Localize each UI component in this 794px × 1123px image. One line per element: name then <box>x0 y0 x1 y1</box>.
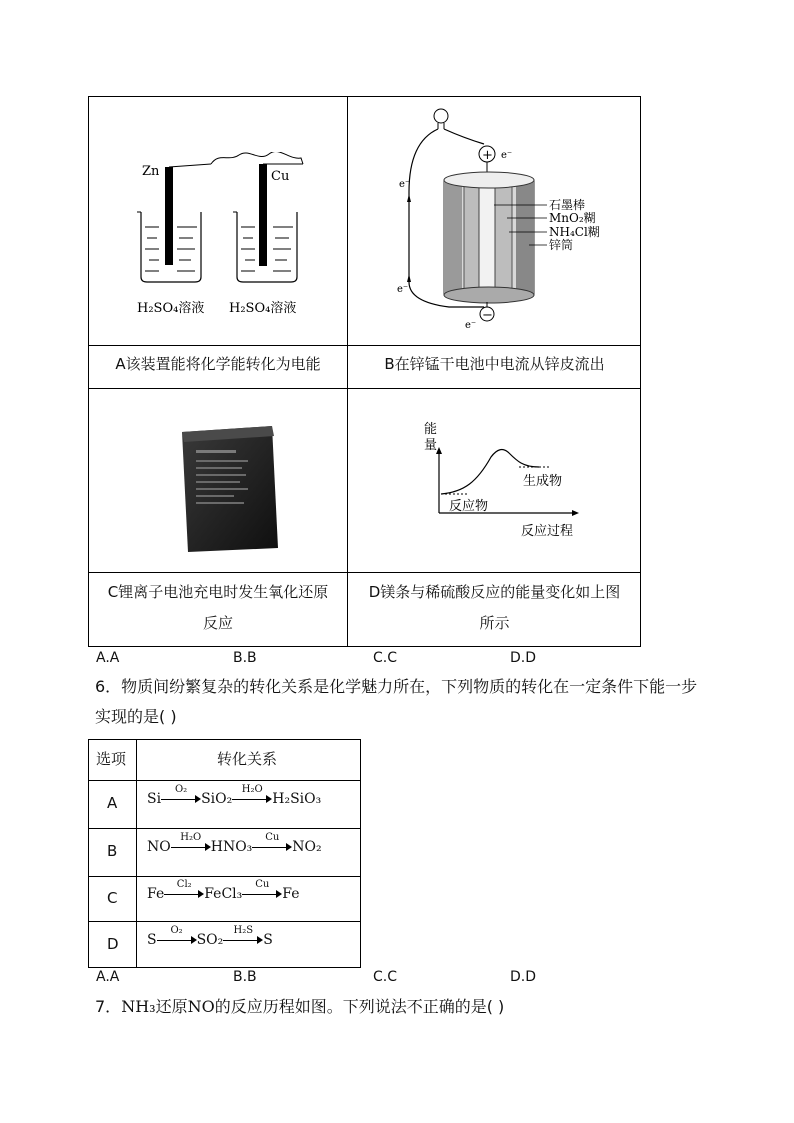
option-a[interactable]: A.A <box>96 969 120 985</box>
xlabel-progress: 反应过程 <box>521 524 574 539</box>
substance: Fe <box>282 885 300 902</box>
substance: S <box>263 931 273 948</box>
dry-cell-figure <box>389 102 639 342</box>
substance: SO₂ <box>196 931 224 948</box>
reaction-arrow <box>161 784 201 808</box>
conversion-formula <box>147 924 273 949</box>
right-solution-label: H₂SO₄溶液 <box>229 301 297 316</box>
reaction-arrow <box>164 878 204 903</box>
condition-label: H₂O <box>180 832 202 843</box>
no-formula: NO <box>187 997 215 1016</box>
zn-label: Zn <box>142 164 160 179</box>
row-option-label: D <box>107 934 119 953</box>
condition-label: Cu <box>255 878 270 890</box>
option-c[interactable]: C.C <box>373 969 398 985</box>
zn-electrode <box>165 167 173 265</box>
graphite-rod <box>479 174 495 292</box>
reactant-label: 反应物 <box>449 499 489 514</box>
caption-a: A该装置能将化学能转化为电能 <box>115 355 321 373</box>
mno2-label: MnO₂糊 <box>549 211 596 225</box>
ylabel-energy: 量 <box>424 438 438 453</box>
reaction-arrow <box>171 832 211 856</box>
option-b[interactable]: B.B <box>233 969 257 985</box>
energy-diagram <box>419 417 609 567</box>
caption-c-line2: 反应 <box>202 614 233 632</box>
ylabel-energy: 能 <box>424 422 438 437</box>
left-solution-label: H₂SO₄溶液 <box>137 301 205 316</box>
option-d[interactable]: D.D <box>510 969 537 985</box>
row-option-label: A <box>107 794 118 812</box>
galvanic-cell-figure <box>129 152 329 342</box>
table-divider <box>89 388 640 389</box>
q6-stem-line2: 实现的是( ) <box>95 707 177 726</box>
conversion-table <box>88 739 361 968</box>
reaction-arrow <box>252 832 292 856</box>
caption-d-line2: 所示 <box>479 614 510 632</box>
conversion-formula <box>147 784 322 808</box>
condition-label: H₂O <box>241 784 263 795</box>
nh4cl-label: NH₄Cl糊 <box>549 225 600 239</box>
nh3-formula: NH₃ <box>121 997 156 1016</box>
condition-label: O₂ <box>174 784 188 795</box>
substance: Fe <box>147 885 165 902</box>
substance: HNO₃ <box>210 839 253 855</box>
figure-table <box>88 96 641 647</box>
electron-label: e⁻ <box>465 320 477 331</box>
condition-label: Cu <box>265 832 280 843</box>
cu-electrode <box>259 164 267 266</box>
svg-text:−: − <box>482 308 493 323</box>
svg-text:+: + <box>482 148 493 163</box>
row-option-label: C <box>107 888 118 907</box>
caption-c-line1: C锂离子电池充电时发生氧化还原 <box>107 583 329 601</box>
header-option: 选项 <box>96 750 127 768</box>
substance: NO₂ <box>292 839 322 855</box>
option-d[interactable]: D.D <box>510 650 537 666</box>
substance: FeCl₃ <box>204 885 243 902</box>
electron-label: e⁻ <box>501 150 513 161</box>
table-divider <box>89 572 640 573</box>
condition-label: Cl₂ <box>176 878 192 890</box>
reaction-arrow <box>157 924 197 949</box>
reaction-arrow <box>223 924 263 949</box>
electron-label: e⁻ <box>399 179 411 190</box>
option-a[interactable]: A.A <box>96 650 120 666</box>
option-b[interactable]: B.B <box>233 650 257 666</box>
substance: S <box>147 931 157 948</box>
conversion-formula <box>147 878 300 903</box>
zinc-can-label: 锌筒 <box>549 238 574 252</box>
substance: Si <box>147 791 162 807</box>
substance: NO <box>147 839 171 855</box>
substance: H₂SiO₃ <box>272 791 322 807</box>
electron-label: e⁻ <box>397 284 409 295</box>
battery-photo <box>174 422 284 557</box>
option-c[interactable]: C.C <box>373 650 398 666</box>
header-relation: 转化关系 <box>217 750 278 768</box>
caption-d-line1: D镁条与稀硫酸反应的能量变化如上图 <box>368 583 621 601</box>
bulb-icon <box>434 109 448 123</box>
product-label: 生成物 <box>523 474 563 489</box>
q6-stem-line1: 6．物质间纷繁复杂的转化关系是化学魅力所在，下列物质的转化在一定条件下能一步 <box>95 677 698 696</box>
graphite-label: 石墨棒 <box>549 198 586 212</box>
q7-stem: 7．NH₃还原NO的反应历程如图。下列说法不正确的是( ) <box>95 997 505 1016</box>
reaction-arrow <box>242 878 282 903</box>
substance: SiO₂ <box>201 791 233 807</box>
condition-label: H₂S <box>233 924 254 936</box>
conversion-formula <box>147 832 322 856</box>
table-divider <box>89 345 640 346</box>
reaction-arrow <box>232 784 272 808</box>
row-option-label: B <box>107 842 118 860</box>
condition-label: O₂ <box>170 924 183 936</box>
cu-label: Cu <box>271 169 290 184</box>
caption-b: B在锌锰干电池中电流从锌皮流出 <box>384 355 605 373</box>
